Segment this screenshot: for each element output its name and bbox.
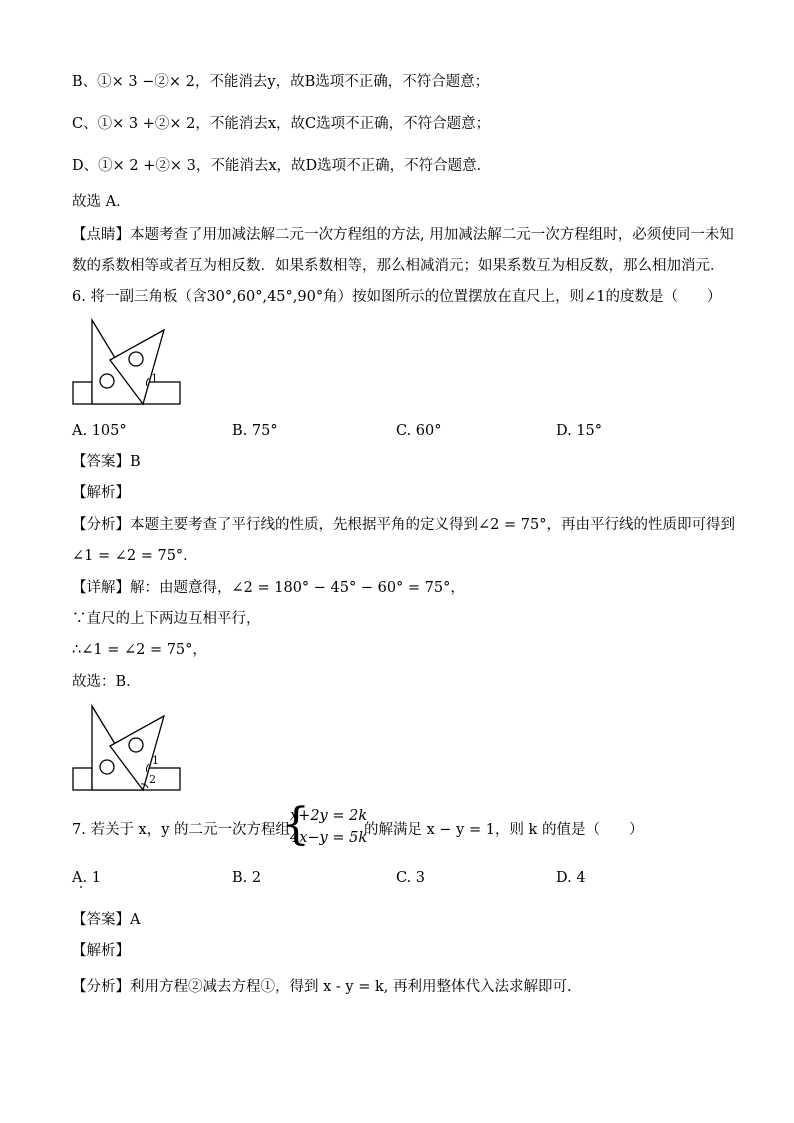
q6-analysis-1: 【分析】本题主要考查了平行线的性质，先根据平角的定义得到∠2 = 75°，再由平行线的性质即可得到 [72,517,735,533]
q6-option-c: C. 60° [396,423,442,439]
angle-1-label: 1 [151,372,158,385]
comment-line-2: 数的系数相等或者互为相反数．如果系数相等，那么相减消元；如果系数互为相反数，那么相加消元． [72,258,725,274]
angle-2-label: 2 [149,773,156,786]
q6-analysis-title: 【解析】 [72,485,130,501]
choose-a: 故选 A． [72,194,131,210]
q7-stem-after: 的解满足 x − y = 1，则 k 的值是（ ） [364,822,644,838]
q6-analysis-2: ∠1 = ∠2 = 75°． [72,548,198,564]
q6-option-a: A. 105° [72,423,127,439]
q6-answer: 【答案】B [72,454,141,470]
q7-answer: 【答案】A [72,912,141,928]
q6-option-d: D. 15° [556,423,603,439]
q6-detail-4: 故选：B． [72,674,141,690]
q6-stem: 6. 将一副三角板（含30°,60°,45°,90°角）按如图所示的位置摆放在直尺上，则∠1的度数是（ ） [72,289,722,305]
q7-option-b: B. 2 [232,870,262,886]
q7-option-a: A. 1 [72,870,101,886]
q7-analysis-title: 【解析】 [72,943,130,959]
q6-detail-3: ∴∠1 = ∠2 = 75°， [72,642,207,658]
speck [80,886,82,888]
q7-equation-1: x+2y = 2k [290,808,368,824]
q6-detail-2: ∵直尺的上下两边互相平行， [72,611,261,627]
q6-figure [70,316,184,408]
q6-option-b: B. 75° [232,423,278,439]
q6-detail-1: 【详解】解：由题意得，∠2 = 180° − 45° − 60° = 75°， [72,580,465,596]
q6-solution-figure [70,702,184,794]
option-c-explanation: C、①× 3 +②× 2，不能消去x，故C选项不正确，不符合题意； [72,116,491,132]
option-b-explanation: B、①× 3 −②× 2，不能消去y，故B选项不正确，不符合题意； [72,74,490,90]
q7-option-d: D. 4 [556,870,586,886]
q7-equation-system [282,799,368,852]
option-d-explanation: D、①× 2 +②× 3，不能消去x，故D选项不正确，不符合题意． [72,158,492,174]
q7-option-c: C. 3 [396,870,426,886]
left-brace: { [282,799,310,850]
angle-1-label: 1 [152,754,159,767]
q7-stem-before: 7. 若关于 x，y 的二元一次方程组 [72,822,291,838]
comment-line-1: 【点睛】本题考查了用加减法解二元一次方程组的方法, 用加减法解二元一次方程组时，必须使同一未知 [72,227,734,243]
q7-equation-2: 4x−y = 5k [290,830,368,846]
q7-analysis-1: 【分析】利用方程②减去方程①，得到 x - y = k, 再利用整体代入法求解即可. [72,979,572,995]
